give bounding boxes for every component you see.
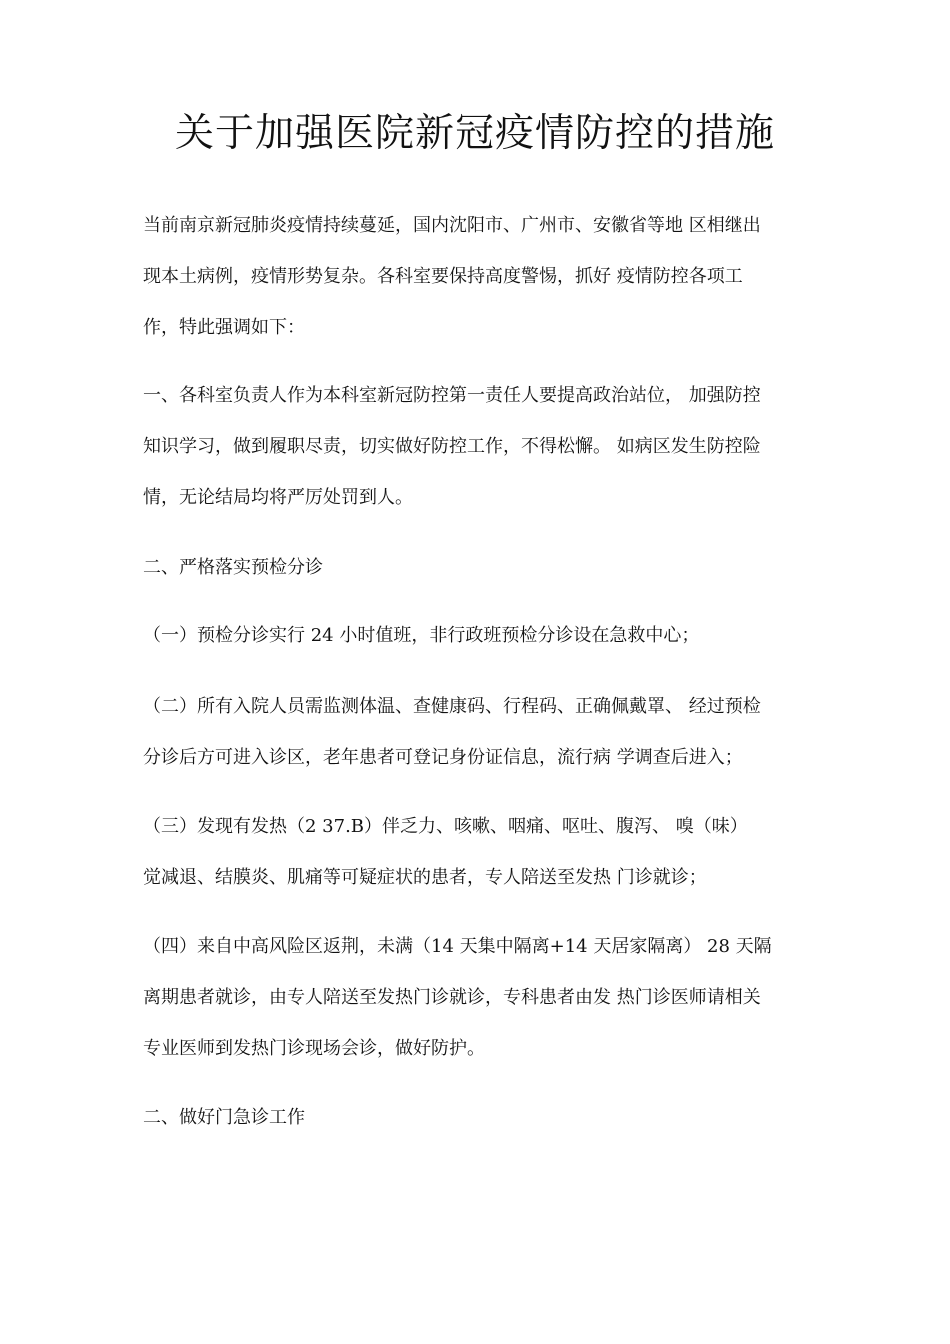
item-four-line: 专业医师到发热门诊现场会诊，做好防护。 [143, 1038, 485, 1059]
item-two-line: 分诊后方可进入诊区，老年患者可登记身份证信息，流行病 学调查后进入； [143, 747, 743, 768]
item-three-paragraph [143, 801, 833, 903]
section-three-heading-block [143, 1092, 833, 1143]
item-one-line: （一）预检分诊实行 24 小时值班，非行政班预检分诊设在急救中心； [143, 625, 700, 646]
intro-paragraph [143, 200, 833, 353]
section-one-line: 情，无论结局均将严厉处罚到人。 [143, 487, 413, 508]
item-three-line: 觉减退、结膜炎、肌痛等可疑症状的患者，专人陪送至发热 门诊就诊； [143, 867, 707, 888]
item-four-paragraph [143, 921, 833, 1074]
item-four-line: 离期患者就诊，由专人陪送至发热门诊就诊，专科患者由发 热门诊医师请相关 [143, 987, 761, 1008]
section-one-line: 知识学习，做到履职尽责，切实做好防控工作，不得松懈。 如病区发生防控险 [143, 436, 761, 457]
intro-line: 现本土病例，疫情形势复杂。各科室要保持高度警惕，抓好 疫情防控各项工 [143, 266, 743, 287]
section-two-heading: 二、严格落实预检分诊 [143, 557, 323, 578]
section-one-paragraph [143, 370, 833, 523]
intro-line: 作，特此强调如下： [143, 317, 305, 338]
item-one-paragraph [143, 610, 833, 661]
item-two-line: （二）所有入院人员需监测体温、查健康码、行程码、正确佩戴罩、 经过预检 [143, 696, 761, 717]
intro-line: 当前南京新冠肺炎疫情持续蔓延，国内沈阳市、广州市、安徽省等地 区相继出 [143, 215, 761, 236]
section-two-heading-block [143, 542, 833, 593]
item-three-line: （三）发现有发热（2 37.B）伴乏力、咳嗽、咽痛、呕吐、腹泻、 嗅（味） [143, 816, 748, 837]
item-two-paragraph [143, 681, 833, 783]
section-one-line: 一、各科室负责人作为本科室新冠防控第一责任人要提高政治站位， 加强防控 [143, 385, 761, 406]
section-three-heading: 二、做好门急诊工作 [143, 1107, 305, 1128]
item-four-line: （四）来自中高风险区返荆，未满（14 天集中隔离+14 天居家隔离） 28 天隔 [143, 936, 772, 957]
document-title: 关于加强医院新冠疫情防控的措施 [174, 111, 775, 156]
